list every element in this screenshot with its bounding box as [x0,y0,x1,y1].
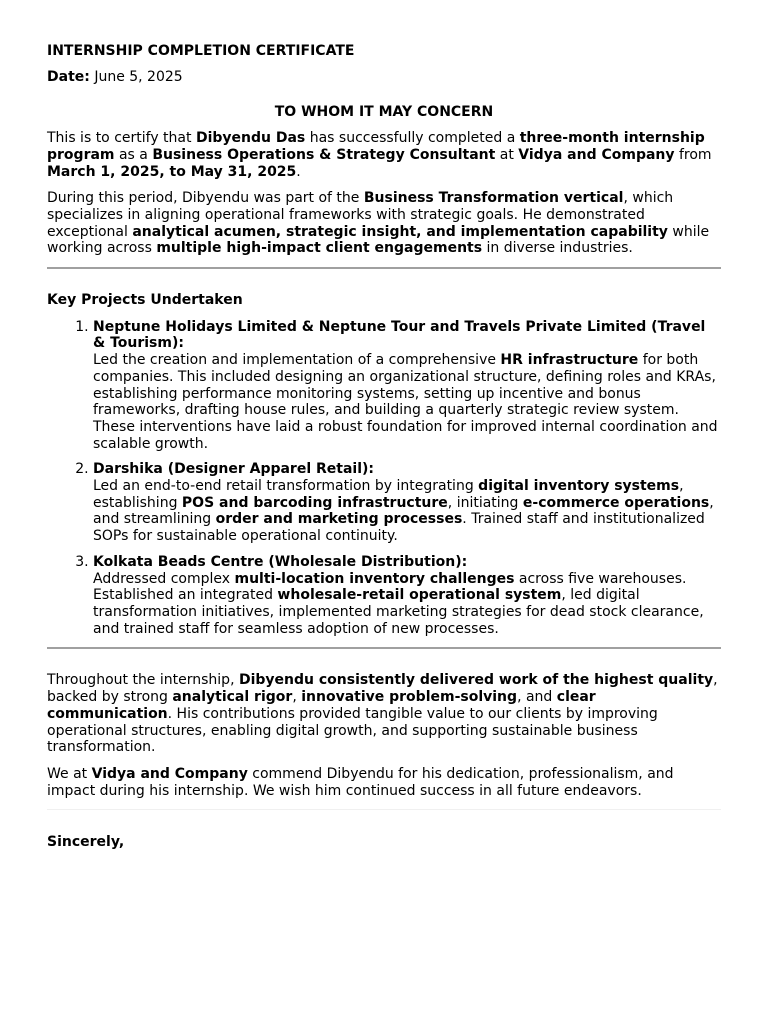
summary-text: . His contributions provided tangible value to our clients by improving operational structures, enabling digital growth, and supporting sustainable business transformation. [47,705,658,756]
project-text: , led digital transformation initiatives, implemented marketing strategies for dead stock clearance, and trained staff for seamless adoption of new processes. [93,587,704,637]
project-title: Darshika (Designer Apparel Retail): [93,461,375,478]
intro-text: . [296,163,301,180]
closing-text: commend Dibyendu for his dedication, professionalism, and impact during his internship. We wish him continued success in all future endeavors. [47,765,674,799]
vertical-text: , which specializes in aligning operational frameworks with strategic goals. He demonstrated exceptional [47,190,674,240]
closing-paragraph [47,766,721,799]
internship-period: March 1, 2025, to May 31, 2025 [47,163,297,180]
project-text: Addressed complex [93,570,235,587]
date-value: June 5, 2025 [94,68,183,85]
intern-role: Business Operations & Strategy Consultant [152,146,496,163]
project-title: Neptune Holidays Limited & Neptune Tour and Travels Private Limited (Travel & Tourism): [93,318,706,352]
summary-highlight: innovative problem-solving [301,689,518,706]
vertical-paragraph [47,190,721,257]
project-text: Led an end-to-end retail transformation by integrating [93,478,479,495]
project-text: . Trained staff and institutionalized SOPs for sustainable operational continuity. [93,511,705,545]
date-label: Date: [47,68,90,85]
company-name: Vidya and Company [91,765,248,782]
project-title: Kolkata Beads Centre (Wholesale Distribution): [93,553,468,570]
section-divider [47,267,721,269]
summary-text: , backed by strong [47,672,718,706]
certificate-heading: INTERNSHIP COMPLETION CERTIFICATE [47,43,355,59]
section-divider [47,647,721,649]
skills-highlight: analytical acumen, strategic insight, and implementation capability [132,223,668,240]
engagements-highlight: multiple high-impact client engagements [156,240,483,257]
summary-text: Throughout the internship, [47,672,239,689]
vertical-name: Business Transformation vertical [363,190,624,207]
certificate-date [47,69,721,86]
summary-text: , [292,689,302,706]
summary-highlight: analytical rigor [172,689,293,706]
vertical-text: in diverse industries. [482,240,633,257]
faint-divider [47,809,721,810]
project-text: , and streamlining [93,494,714,528]
project-item [93,461,721,545]
projects-list [47,319,721,638]
project-text: , initiating [447,494,523,511]
project-highlight: order and marketing processes [215,511,463,528]
project-highlight: POS and barcoding infrastructure [181,494,448,511]
signoff: Sincerely, [47,834,125,851]
closing-text: We at [47,765,92,782]
vertical-text: During this period, Dibyendu was part of the [47,190,364,207]
intro-paragraph [47,130,721,180]
project-highlight: e-commerce operations [522,494,710,511]
project-text: Led the creation and implementation of a comprehensive [93,352,501,369]
summary-text: , and [517,689,557,706]
project-item [93,319,721,453]
intro-text: from [674,146,712,163]
summary-paragraph [47,672,721,756]
project-text: , establishing [93,478,684,511]
vertical-text: while working across [47,223,710,257]
intro-text: This is to certify that [47,130,196,147]
project-text: across five warehouses. Established an integrated [93,570,687,604]
intro-text: has successfully completed a [305,130,520,147]
project-item [93,554,721,638]
company-name: Vidya and Company [518,146,675,163]
intro-text: at [495,146,519,163]
project-highlight: wholesale-retail operational system [277,587,562,604]
summary-highlight: Dibyendu consistently delivered work of the highest quality [238,672,714,689]
project-highlight: digital inventory systems [478,478,680,495]
project-highlight: multi-location inventory challenges [234,570,515,587]
intern-name: Dibyendu Das [195,130,306,147]
internship-duration: three-month internship program [47,130,705,163]
salutation: TO WHOM IT MAY CONCERN [274,104,494,121]
intro-text: as a [114,146,153,163]
project-highlight: HR infrastructure [500,352,639,369]
project-text: for both companies. This included designing an organizational structure, defining roles and KRAs, establishing performance monitoring systems, setting up incentive and bonus frameworks, drafting house rules, and building a quarterly strategic review system. These interventions have laid a robust foundation for improved internal coordination and scalable growth. [93,352,718,452]
summary-highlight: clear communication [47,689,596,722]
projects-title: Key Projects Undertaken [47,292,243,309]
